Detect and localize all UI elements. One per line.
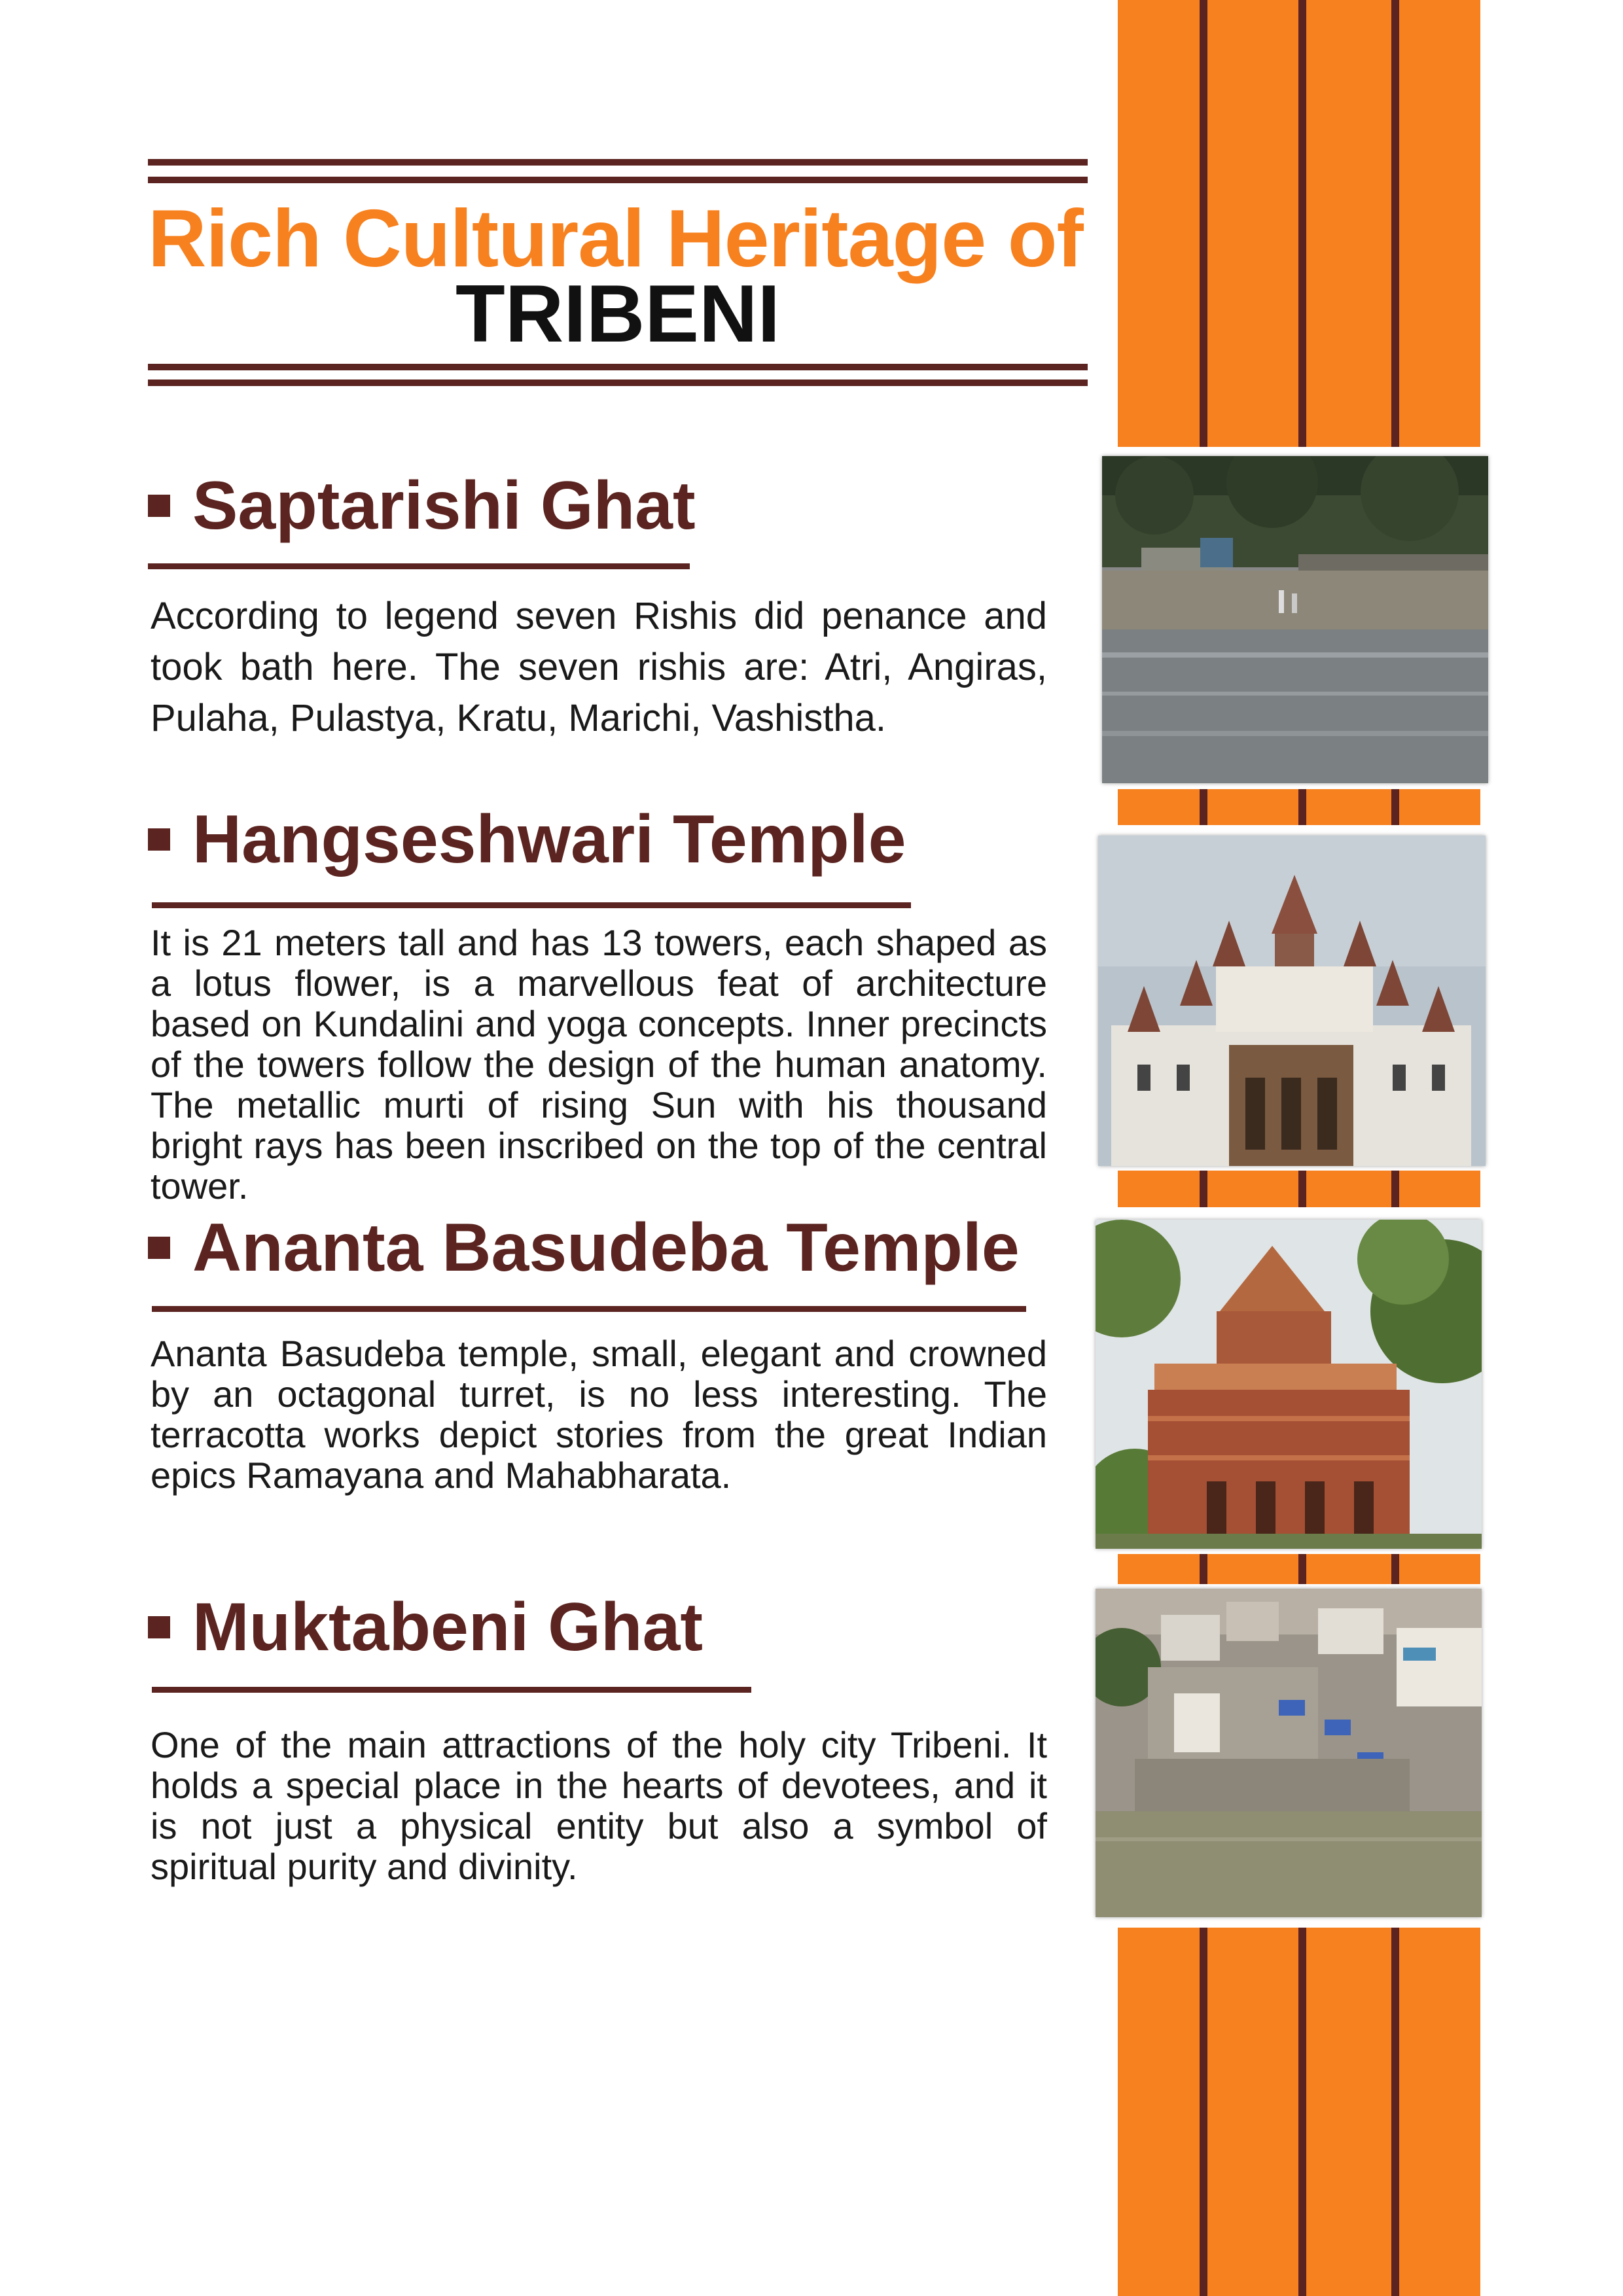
decorative-stripe-bottom <box>1118 1928 1480 2296</box>
section-text-saptarishi: According to legend seven Rishis did penance and took bath here. The seven rishis are: Atri, Angiras, Pulaha, Pulastya, Kratu, Marichi, Vashistha. <box>151 595 1047 739</box>
section-text-muktabeni: One of the main attractions of the holy city Tribeni. It holds a special place in the hearts of devotees, and it is not just a physical entity but also a symbol of spiritual purity and divinity. <box>151 1724 1047 1887</box>
decorative-stripe-gap-3 <box>1118 1554 1480 1584</box>
terracotta-temple-photo <box>1096 1220 1482 1549</box>
bullet-square-icon <box>148 495 170 517</box>
decorative-stripe-gap-2 <box>1118 1171 1480 1207</box>
section-heading-muktabeni: Muktabeni Ghat <box>148 1585 703 1670</box>
section-text-hangseshwari: It is 21 meters tall and has 13 towers, each shaped as a lotus flower, is a marvellous feat of architecture based on Kundalini and yoga concepts. Inner precincts of the towers follow the design of the human anatomy. The metallic murti of rising Sun with his thousand bright rays has been inscribed on the top of the central tower. <box>151 922 1047 1207</box>
section-underline <box>152 1306 1026 1312</box>
title-rule-bottom-1 <box>148 364 1088 370</box>
title-rule-top-2 <box>148 177 1088 183</box>
aerial-ghat-photo <box>1096 1589 1482 1917</box>
bullet-square-icon <box>148 828 170 851</box>
section-underline <box>148 563 690 569</box>
page-subtitle: TRIBENI <box>455 269 780 359</box>
decorative-stripe-top <box>1118 0 1480 447</box>
section-underline <box>152 1687 751 1693</box>
bullet-square-icon <box>148 1616 170 1638</box>
title-rule-top-1 <box>148 159 1088 166</box>
section-underline <box>152 902 911 908</box>
river-ghat-photo <box>1102 456 1488 783</box>
bullet-square-icon <box>148 1237 170 1259</box>
title-rule-bottom-2 <box>148 380 1088 386</box>
section-heading-hangseshwari: Hangseshwari Temple <box>148 797 906 882</box>
section-heading-ananta-basudeba: Ananta Basudeba Temple <box>148 1205 1020 1290</box>
section-text-ananta-basudeba: Ananta Basudeba temple, small, elegant and crowned by an octagonal turret, is no less interesting. The terracotta works depict stories from the great Indian epics Ramayana and Mahabharata. <box>151 1333 1047 1496</box>
white-temple-photo <box>1098 836 1486 1166</box>
page-title: Rich Cultural Heritage of <box>148 194 1083 284</box>
decorative-stripe-gap-1 <box>1118 789 1480 825</box>
section-heading-saptarishi: Saptarishi Ghat <box>148 463 696 548</box>
